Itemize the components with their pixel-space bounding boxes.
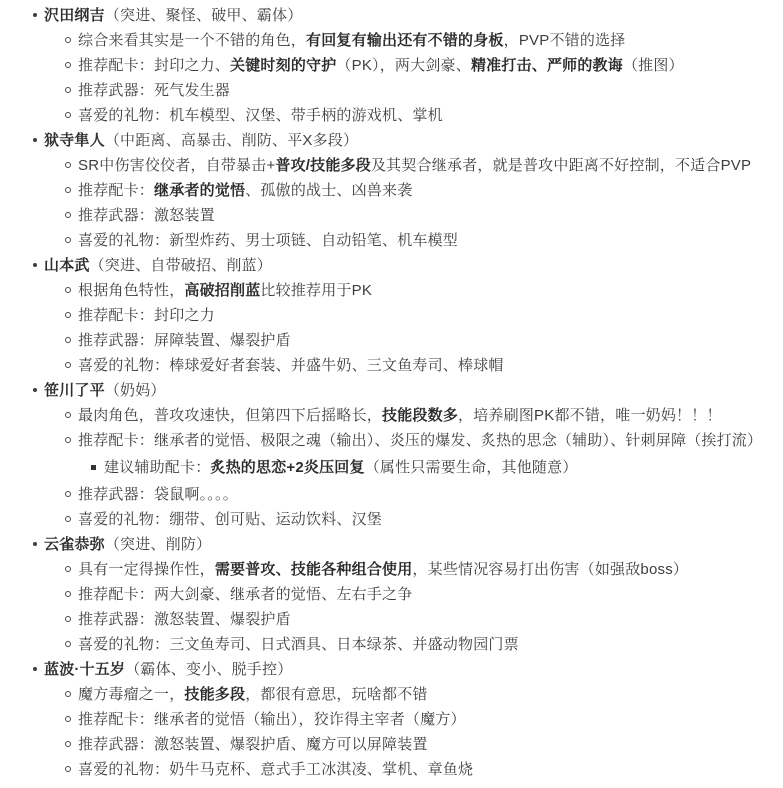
guide-line bbox=[0, 178, 777, 203]
circle-bullet-icon bbox=[65, 616, 71, 622]
character-section bbox=[0, 532, 777, 657]
square-bullet-icon bbox=[91, 465, 96, 470]
guide-line bbox=[0, 582, 777, 607]
highlight-text: 精准打击、严师的教诲 bbox=[470, 57, 623, 74]
text-run: 喜爱的礼物：棒球爱好者套装、并盛牛奶、三文鱼寿司、棒球帽 bbox=[78, 357, 504, 374]
character-title bbox=[0, 3, 777, 28]
text-run: 推荐武器：屏障装置、爆裂护盾 bbox=[78, 332, 291, 349]
highlight-text: 技能段数多 bbox=[382, 407, 459, 424]
guide-line bbox=[0, 153, 777, 178]
character-name: 笹川了平 bbox=[44, 382, 105, 399]
circle-bullet-icon bbox=[65, 337, 71, 343]
guide-line bbox=[0, 28, 777, 53]
text-run: 喜爱的礼物：绷带、创可贴、运动饮料、汉堡 bbox=[78, 511, 383, 528]
guide-line bbox=[0, 403, 777, 428]
disc-bullet-icon bbox=[33, 667, 37, 671]
character-section bbox=[0, 128, 777, 253]
circle-bullet-icon bbox=[65, 437, 71, 443]
disc-bullet-icon bbox=[33, 388, 37, 392]
character-section bbox=[0, 3, 777, 128]
guide-line bbox=[0, 53, 777, 78]
highlight-text: 继承者的觉悟 bbox=[154, 182, 246, 199]
guide-line bbox=[0, 707, 777, 732]
guide-line bbox=[0, 557, 777, 582]
guide-line bbox=[0, 228, 777, 253]
circle-bullet-icon bbox=[65, 566, 71, 572]
text-run: 推荐配卡：继承者的觉悟、极限之魂（输出）、炎压的爆发、炙热的思念（辅助）、针刺屏障（挨打流） bbox=[78, 432, 763, 449]
circle-bullet-icon bbox=[65, 212, 71, 218]
circle-bullet-icon bbox=[65, 187, 71, 193]
text-run: 、孤傲的战士、凶兽来袭 bbox=[245, 182, 413, 199]
character-tags: （霸体、变小、脱手控） bbox=[125, 661, 293, 678]
guide-line bbox=[0, 103, 777, 128]
character-name: 蓝波·十五岁 bbox=[44, 661, 126, 678]
text-run: 喜爱的礼物：新型炸药、男士项链、自动铅笔、机车模型 bbox=[78, 232, 459, 249]
character-name: 云雀恭弥 bbox=[44, 536, 105, 553]
disc-bullet-icon bbox=[33, 13, 37, 17]
character-title bbox=[0, 657, 777, 682]
guide-line bbox=[0, 507, 777, 532]
circle-bullet-icon bbox=[65, 37, 71, 43]
character-tags: （奶妈） bbox=[104, 382, 166, 399]
text-run: ，某些情况容易打出伤害（如强敌boss） bbox=[412, 561, 689, 578]
circle-bullet-icon bbox=[65, 87, 71, 93]
text-run: SR中伤害佼佼者，自带暴击+ bbox=[78, 157, 276, 174]
circle-bullet-icon bbox=[65, 716, 71, 722]
text-run: 魔方毒瘤之一， bbox=[78, 686, 185, 703]
text-run: 根据角色特性， bbox=[78, 282, 185, 299]
circle-bullet-icon bbox=[65, 362, 71, 368]
circle-bullet-icon bbox=[65, 62, 71, 68]
text-run: （PK），两大剑豪、 bbox=[336, 57, 471, 74]
character-tags: （中距离、高暴击、削防、平X多段） bbox=[104, 132, 359, 149]
text-run: ，都很有意思，玩啥都不错 bbox=[245, 686, 428, 703]
circle-bullet-icon bbox=[65, 516, 71, 522]
highlight-text: 普攻/技能多段 bbox=[275, 157, 371, 174]
text-run: 推荐武器：袋鼠啊。。。。 bbox=[78, 486, 238, 503]
guide-line bbox=[0, 303, 777, 328]
disc-bullet-icon bbox=[33, 138, 37, 142]
guide-line bbox=[0, 428, 777, 453]
character-section bbox=[0, 378, 777, 532]
guide-line bbox=[0, 328, 777, 353]
character-section bbox=[0, 657, 777, 782]
text-run: 喜爱的礼物：三文鱼寿司、日式酒具、日本绿茶、并盛动物园门票 bbox=[78, 636, 519, 653]
guide-line bbox=[0, 278, 777, 303]
guide-line bbox=[0, 607, 777, 632]
circle-bullet-icon bbox=[65, 691, 71, 697]
text-run: 及其契合继承者，就是普攻中距离不好控制，不适合PVP bbox=[370, 157, 752, 174]
highlight-text: 有回复有输出还有不错的身板 bbox=[306, 32, 504, 49]
circle-bullet-icon bbox=[65, 491, 71, 497]
guide-line bbox=[0, 78, 777, 103]
character-name: 沢田纲吉 bbox=[44, 7, 105, 24]
text-run: 综合来看其实是一个不错的角色， bbox=[78, 32, 307, 49]
character-title bbox=[0, 253, 777, 278]
circle-bullet-icon bbox=[65, 741, 71, 747]
text-run: ，培养刷图PK都不错，唯一奶妈！！！ bbox=[458, 407, 722, 424]
disc-bullet-icon bbox=[33, 542, 37, 546]
circle-bullet-icon bbox=[65, 641, 71, 647]
character-name: 狱寺隼人 bbox=[44, 132, 105, 149]
character-section bbox=[0, 253, 777, 378]
text-run: （推图） bbox=[622, 57, 684, 74]
text-run: 推荐武器：激怒装置、爆裂护盾、魔方可以屏障装置 bbox=[78, 736, 428, 753]
text-run: 喜爱的礼物：奶牛马克杯、意式手工冰淇凌、掌机、章鱼烧 bbox=[78, 761, 474, 778]
guide-line bbox=[0, 682, 777, 707]
text-run: 推荐配卡：两大剑豪、继承者的觉悟、左右手之争 bbox=[78, 586, 413, 603]
character-title bbox=[0, 378, 777, 403]
guide-line bbox=[0, 632, 777, 657]
character-title bbox=[0, 128, 777, 153]
guide-line bbox=[0, 482, 777, 507]
circle-bullet-icon bbox=[65, 591, 71, 597]
guide-line bbox=[0, 757, 777, 782]
text-run: 推荐配卡：封印之力 bbox=[78, 307, 215, 324]
text-run: 建议辅助配卡： bbox=[104, 459, 211, 476]
character-tags: （突进、聚怪、破甲、霸体） bbox=[104, 7, 303, 24]
text-run: 喜爱的礼物：机车模型、汉堡、带手柄的游戏机、掌机 bbox=[78, 107, 443, 124]
circle-bullet-icon bbox=[65, 287, 71, 293]
text-run: 推荐配卡： bbox=[78, 182, 155, 199]
circle-bullet-icon bbox=[65, 112, 71, 118]
character-tags: （突进、削防） bbox=[104, 536, 212, 553]
text-run: 最肉角色，普攻攻速快，但第四下后摇略长， bbox=[78, 407, 383, 424]
highlight-text: 高破招削蓝 bbox=[184, 282, 261, 299]
text-run: 推荐配卡：封印之力、 bbox=[78, 57, 231, 74]
circle-bullet-icon bbox=[65, 312, 71, 318]
guide-line bbox=[0, 732, 777, 757]
highlight-text: 技能多段 bbox=[184, 686, 246, 703]
disc-bullet-icon bbox=[33, 263, 37, 267]
circle-bullet-icon bbox=[65, 766, 71, 772]
text-run: 推荐武器：死气发生器 bbox=[78, 82, 231, 99]
character-name: 山本武 bbox=[44, 257, 90, 274]
highlight-text: 炙热的思恋+2炎压回复 bbox=[210, 459, 365, 476]
highlight-text: 关键时刻的守护 bbox=[230, 57, 337, 74]
text-run: 推荐武器：激怒装置、爆裂护盾 bbox=[78, 611, 291, 628]
circle-bullet-icon bbox=[65, 162, 71, 168]
text-run: 推荐武器：激怒装置 bbox=[78, 207, 215, 224]
character-title bbox=[0, 532, 777, 557]
highlight-text: 需要普攻、技能各种组合使用 bbox=[214, 561, 413, 578]
text-run: 具有一定得操作性， bbox=[78, 561, 215, 578]
character-tags: （突进、自带破招、削蓝） bbox=[89, 257, 273, 274]
circle-bullet-icon bbox=[65, 412, 71, 418]
circle-bullet-icon bbox=[65, 237, 71, 243]
text-run: （属性只需要生命，其他随意） bbox=[364, 459, 578, 476]
text-run: 比较推荐用于PK bbox=[260, 282, 373, 299]
guide-line bbox=[0, 203, 777, 228]
text-run: ，PVP不错的选择 bbox=[503, 32, 626, 49]
guide-line bbox=[0, 353, 777, 378]
text-run: 推荐配卡：继承者的觉悟（输出），狡诈得主宰者（魔方） bbox=[78, 711, 466, 728]
guide-line bbox=[0, 455, 777, 480]
